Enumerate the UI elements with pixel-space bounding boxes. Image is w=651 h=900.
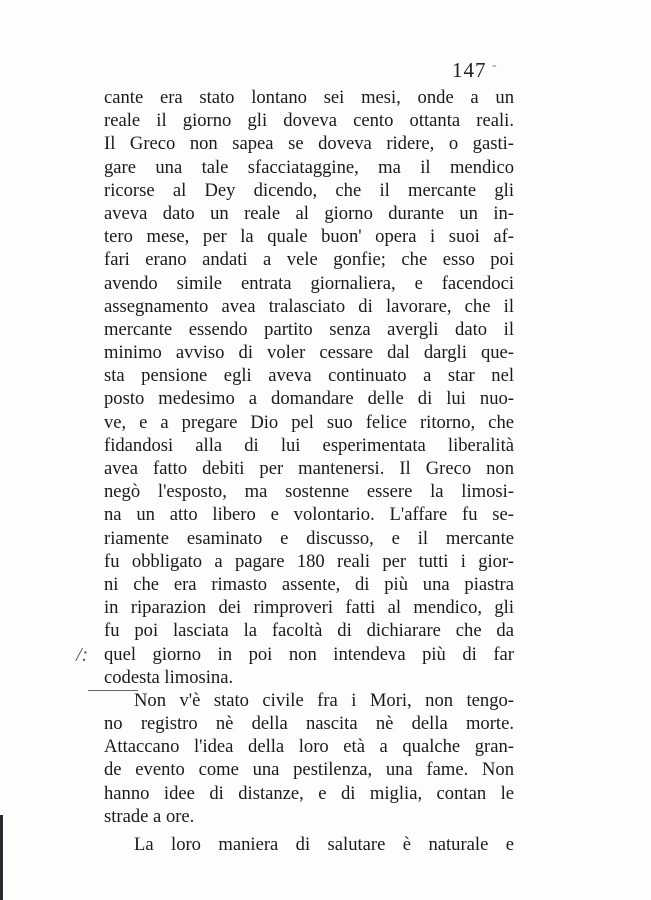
text-line: tero mese, per la quale buon' opera i suoi af-: [104, 226, 514, 248]
paragraph-end-line: codesta limosina.: [104, 666, 234, 688]
page-edge-shadow: [0, 815, 3, 900]
text-line: quel giorno in poi non intendeva più di far: [104, 643, 514, 665]
text-line: na un atto libero e volontario. L'affare fu se-: [104, 504, 514, 526]
text-line: mercante essendo partito senza avergli dato il: [104, 318, 514, 340]
text-line: reale il giorno gli doveva cento ottanta reali.: [104, 110, 514, 132]
text-line: negò l'esposto, ma sostenne essere la limosi-: [104, 481, 514, 503]
text-line: in riparazion dei rimproveri fatti al mendico, gli: [104, 597, 514, 619]
margin-annotation: /:: [76, 644, 89, 666]
text-line: cante era stato lontano sei mesi, onde a un: [104, 87, 514, 108]
text-line: Attaccano l'idea della loro età a qualche gran-: [104, 736, 514, 758]
text-line: Il Greco non sapea se doveva ridere, o gasti-: [104, 133, 514, 155]
text-line: fu obbligato a pagare 180 reali per tutti i gior-: [104, 550, 514, 572]
text-line: minimo avviso di voler cessare dal dargli que-: [104, 342, 514, 364]
text-line: avendo simile entrata giornaliera, e facendoci: [104, 272, 514, 294]
text-line: fu poi lasciata la facoltà di dichiarare che da: [104, 620, 514, 642]
paragraph-end-line: strade a ore.: [104, 805, 195, 827]
text-line: gare una tale sfacciataggine, ma il mendico: [104, 156, 514, 178]
text-line: hanno idee di distanze, e di miglia, contan le: [104, 782, 514, 804]
body-text: [104, 86, 514, 856]
text-line: no registro nè della nascita nè della morte.: [104, 713, 514, 735]
text-line: ve, e a pregare Dio pel suo felice ritorno, che: [104, 411, 514, 433]
text-line: ricorse al Dey dicendo, che il mercante gli: [104, 179, 514, 201]
text-line: ni che era rimasto assente, di più una piastra: [104, 573, 514, 595]
text-line: aveva dato un reale al giorno durante un in-: [104, 202, 514, 224]
text-line: sta pensione egli aveva continuato a star nel: [104, 365, 514, 387]
page-number: 147: [452, 58, 487, 82]
page-number-mark: -: [492, 58, 497, 73]
text-line: avea fatto debiti per mantenersi. Il Greco non: [104, 458, 514, 479]
text-line: riamente esaminato e discusso, e il mercante: [104, 527, 514, 549]
text-line: posto medesimo a domandare delle di lui nuo-: [104, 388, 514, 410]
paragraph-start-line: Non v'è stato civile fra i Mori, non tengo-: [134, 689, 514, 711]
text-line: fidandosi alla di lui esperimentata liberalità: [104, 434, 514, 456]
margin-rule: [88, 690, 138, 691]
text-line: fari erano andati a vele gonfie; che esso poi: [104, 249, 514, 271]
paragraph-start-line: La loro maniera di salutare è naturale e: [134, 834, 514, 855]
text-line: assegnamento avea tralasciato di lavorare, che il: [104, 295, 514, 317]
text-line: de evento come una pestilenza, una fame. Non: [104, 759, 514, 781]
